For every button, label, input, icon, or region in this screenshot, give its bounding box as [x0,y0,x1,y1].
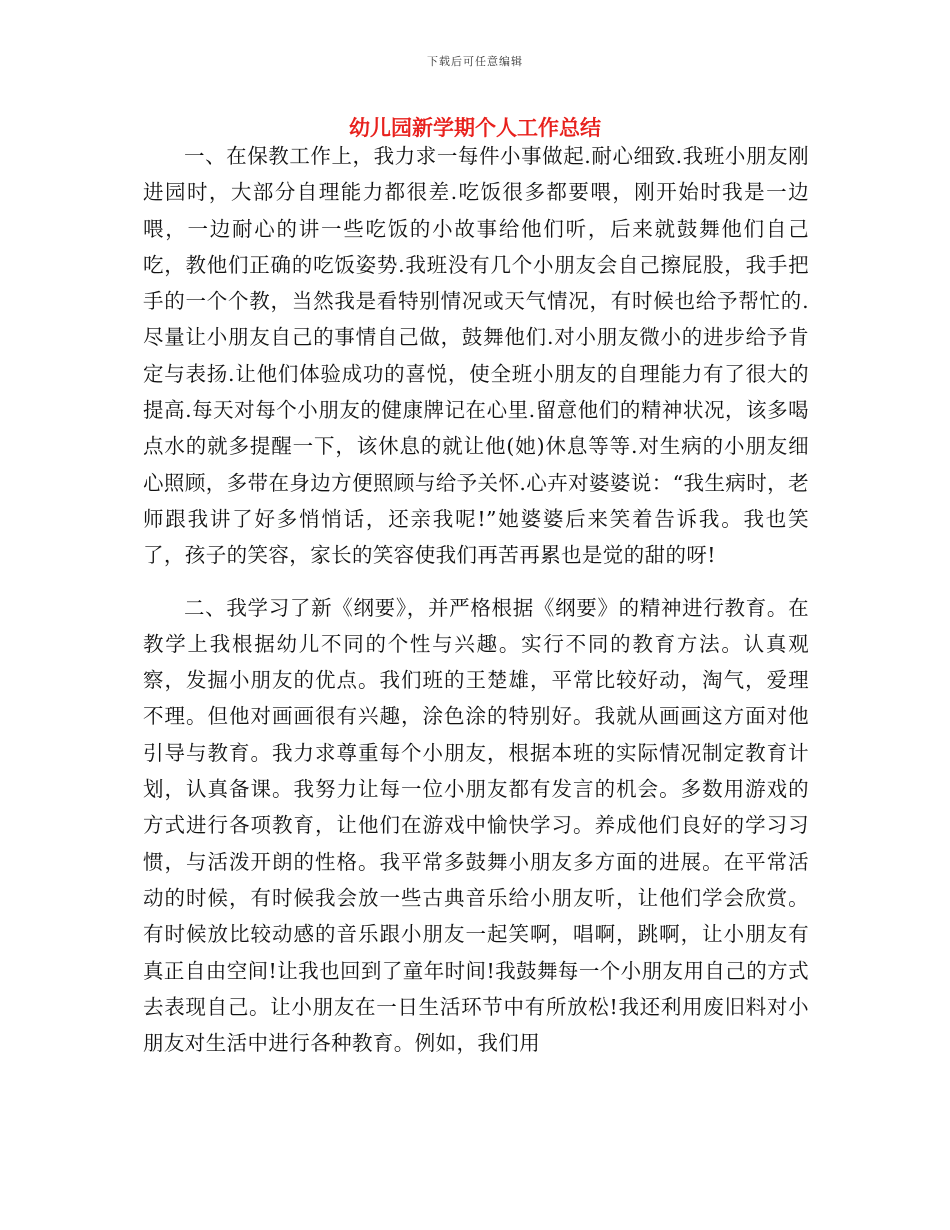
paragraph-2: 二、我学习了新《纲要》，并严格根据《纲要》的精神进行教育。在教学上我根据幼儿不同的个性与兴趣。实行不同的教育方法。认真观察，发掘小朋友的优点。我们班的王楚雄，平常比较好动，淘气，爱理不理。但他对画画很有兴趣，涂色涂的特别好。我就从画画这方面对他引导与教育。我力求尊重每个小朋友，根据本班的实际情况制定教育计划，认真备课。我努力让每一位小朋友都有发言的机会。多数用游戏的方式进行各项教育，让他们在游戏中愉快学习。养成他们良好的学习习惯，与活泼开朗的性格。我平常多鼓舞小朋友多方面的进展。在平常活动的时候，有时候我会放一些古典音乐给小朋友听，让他们学会欣赏。有时候放比较动感的音乐跟小朋友一起笑啊，唱啊，跳啊，让小朋友有真正自由空间!让我也回到了童年时间!我鼓舞每一个小朋友用自己的方式去表现自己。让小朋友在一日生活环节中有所放松!我还利用废旧料对小朋友对生活中进行各种教育。例如，我们用 [143,595,809,1056]
document-body [143,138,809,1061]
header-note: 下载后可任意编辑 [427,55,523,68]
document-title: 幼儿园新学期个人工作总结 [349,116,601,140]
paragraph-1: 一、在保教工作上，我力求一每件小事做起.耐心细致.我班小朋友刚进园时，大部分自理能力都很差.吃饭很多都要喂，刚开始时我是一边喂，一边耐心的讲一些吃饭的小故事给他们听，后来就鼓舞他们自己吃，教他们正确的吃饭姿势.我班没有几个小朋友会自己擦屁股，我手把手的一个个教，当然我是看特别情况或天气情况，有时候也给予帮忙的.尽量让小朋友自己的事情自己做，鼓舞他们.对小朋友微小的进步给予肯定与表扬.让他们体验成功的喜悦，使全班小朋友的自理能力有了很大的提高.每天对每个小朋友的健康牌记在心里.留意他们的精神状况，该多喝点水的就多提醒一下，该休息的就让他(她)休息等等.对生病的小朋友细心照顾，多带在身边方便照顾与给予关怀.心卉对婆婆说：“我生病时，老师跟我讲了好多悄悄话，还亲我呢!”她婆婆后来笑着告诉我。我也笑了，孩子的笑容，家长的笑容使我们再苦再累也是觉的甜的呀! [143,144,809,568]
